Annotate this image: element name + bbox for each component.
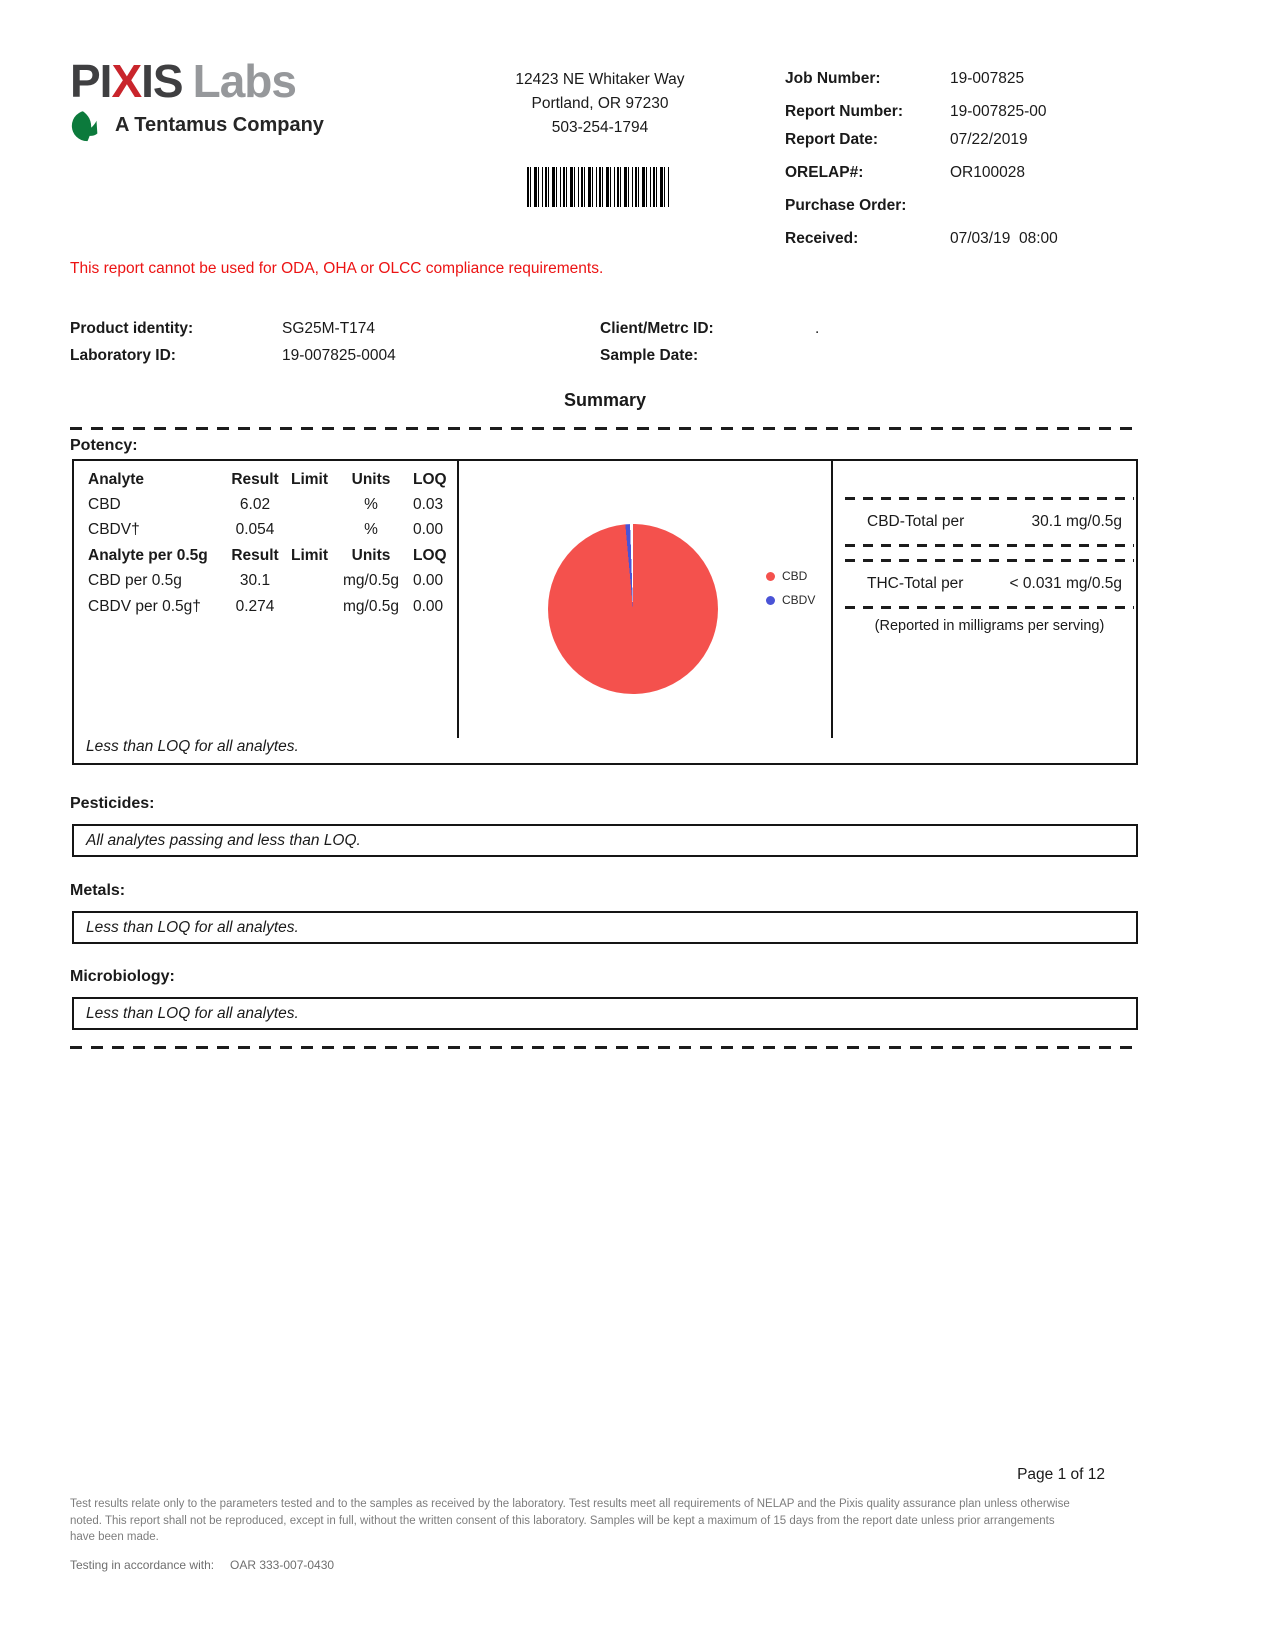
meta-row (785, 197, 1058, 215)
cell-analyte: CBD per 0.5g (88, 572, 182, 590)
column-header: Limit (290, 546, 329, 564)
accordance-value: OAR 333-007-0430 (230, 1558, 335, 1572)
logo-wordmark (70, 55, 324, 107)
total-value: < 0.031 mg/0.5g (1009, 575, 1122, 592)
meta-value: 07/03/19 08:00 (950, 229, 1058, 247)
sample-info-label: Product identity: (70, 320, 194, 337)
cell-units: mg/0.5g (342, 597, 399, 615)
totals-panel (845, 497, 1134, 634)
logo-tagline: A Tentamus Company (115, 113, 324, 136)
microbiology-result-box (72, 997, 1138, 1030)
pesticides-result-box (72, 824, 1138, 857)
pesticides-note: All analytes passing and less than LOQ. (86, 831, 361, 849)
meta-value: 19-007825-00 (950, 103, 1047, 120)
meta-row (785, 103, 1058, 121)
potency-table (88, 467, 467, 619)
sample-info-value: . (815, 320, 820, 337)
chart-legend (766, 564, 815, 612)
lab-logo (70, 55, 324, 142)
barcode (527, 167, 670, 207)
report-meta (785, 70, 1058, 257)
cell-result: 0.274 (235, 597, 275, 615)
meta-row (785, 131, 1058, 149)
table-row (88, 492, 467, 517)
cell-units: % (364, 521, 378, 539)
page-number: Page 1 of 12 (1017, 1466, 1105, 1483)
total-row (845, 562, 1134, 606)
microbiology-note: Less than LOQ for all analytes. (86, 1004, 299, 1022)
meta-value: 19-007825 (950, 70, 1025, 87)
total-label: THC-Total per (867, 575, 964, 592)
legend-item (766, 588, 815, 612)
cell-loq: 0.03 (413, 496, 444, 514)
meta-row (785, 164, 1058, 182)
cell-analyte: CBDV per 0.5g† (88, 597, 201, 615)
sample-info-value: SG25M-T174 (282, 320, 376, 337)
sample-info-row (70, 347, 396, 365)
legend-item (766, 564, 815, 588)
meta-label: Purchase Order: (785, 196, 907, 214)
footer-accordance (70, 1558, 334, 1572)
column-header: LOQ (413, 470, 447, 488)
cell-units: % (364, 496, 378, 514)
cell-loq: 0.00 (413, 572, 444, 590)
summary-title: Summary (563, 390, 647, 410)
table-row (88, 569, 467, 594)
legend-dot (766, 572, 775, 581)
meta-label: Report Number: (785, 103, 903, 120)
dashed-divider (70, 427, 1140, 430)
meta-row (785, 70, 1058, 88)
total-label: CBD-Total per (867, 513, 965, 530)
sample-info-left (70, 320, 396, 374)
column-header: Analyte (88, 470, 144, 488)
sample-info-row (600, 347, 819, 365)
totals-note: (Reported in milligrams per serving) (874, 618, 1105, 634)
meta-label: Report Date: (785, 130, 879, 148)
logo-text-part: IS (141, 55, 183, 107)
cell-result: 0.054 (235, 521, 275, 539)
sample-info-row (70, 320, 396, 338)
column-header: Result (231, 470, 279, 488)
metals-note: Less than LOQ for all analytes. (86, 918, 299, 936)
meta-row (785, 230, 1058, 248)
potency-panel (72, 459, 1138, 765)
sample-info-label: Laboratory ID: (70, 347, 176, 364)
pesticides-heading: Pesticides: (70, 795, 155, 812)
column-header: Units (351, 546, 391, 564)
cell-result: 30.1 (239, 572, 271, 590)
table-header-row (88, 467, 467, 492)
column-header: LOQ (413, 546, 447, 564)
sample-info-right (600, 320, 819, 374)
legend-dot (766, 596, 775, 605)
potency-heading: Potency: (70, 437, 138, 454)
meta-label: Job Number: (785, 70, 881, 87)
meta-label: Received: (785, 229, 859, 247)
cell-result: 6.02 (239, 496, 271, 514)
meta-value: 07/22/2019 (950, 130, 1028, 148)
sample-info-value: 19-007825-0004 (282, 347, 396, 364)
cell-units: mg/0.5g (342, 572, 399, 590)
sample-info-label: Sample Date: (600, 347, 699, 364)
sample-info-label: Client/Metrc ID: (600, 320, 714, 337)
total-value: 30.1 mg/0.5g (1031, 513, 1122, 530)
meta-value: OR100028 (950, 163, 1025, 181)
panel-divider (831, 461, 833, 738)
address-line: Portland, OR 97230 (531, 95, 669, 112)
logo-text-part: Labs (192, 55, 296, 107)
compliance-notice: This report cannot be used for ODA, OHA or OLCC compliance requirements. (70, 260, 604, 277)
meta-label: ORELAP#: (785, 163, 864, 181)
cell-analyte: CBDV† (88, 521, 140, 539)
lab-address (470, 68, 730, 140)
pie-chart (548, 524, 718, 694)
metals-heading: Metals: (70, 882, 126, 899)
sample-info-row (600, 320, 819, 338)
column-header: Limit (290, 470, 329, 488)
table-row (88, 518, 467, 543)
cell-analyte: CBD (88, 496, 121, 514)
dashed-divider (845, 606, 1134, 609)
dashed-divider (70, 1046, 1140, 1049)
accordance-label: Testing in accordance with: (70, 1558, 215, 1572)
potency-note: Less than LOQ for all analytes. (86, 738, 299, 755)
column-header: Result (231, 546, 279, 564)
column-header: Units (351, 470, 391, 488)
column-header: Analyte per 0.5g (88, 546, 208, 564)
address-line: 12423 NE Whitaker Way (515, 71, 685, 88)
tentamus-leaf-icon (70, 108, 106, 142)
microbiology-heading: Microbiology: (70, 968, 175, 985)
cell-loq: 0.00 (413, 597, 444, 615)
total-row (845, 500, 1134, 544)
legend-label: CBD (782, 569, 808, 583)
address-line: 503-254-1794 (551, 119, 649, 136)
metals-result-box (72, 911, 1138, 944)
logo-text-part: X (111, 55, 142, 107)
logo-text-part: PI (70, 55, 112, 107)
cell-loq: 0.00 (413, 521, 444, 539)
table-subheader-row (88, 543, 467, 568)
table-row (88, 594, 467, 619)
footer-disclaimer: Test results relate only to the parameters tested and to the samples as received by the laboratory. Test results meet all requirements of NELAP and the Pixis quality assurance plan unless otherwise noted. This report shall not be reproduced, except in full, without the written consent of this laboratory. Samples will be kept a maximum of 15 days from the report date unless prior arrangements have been made. (70, 1498, 1070, 1543)
legend-label: CBDV (782, 593, 816, 607)
